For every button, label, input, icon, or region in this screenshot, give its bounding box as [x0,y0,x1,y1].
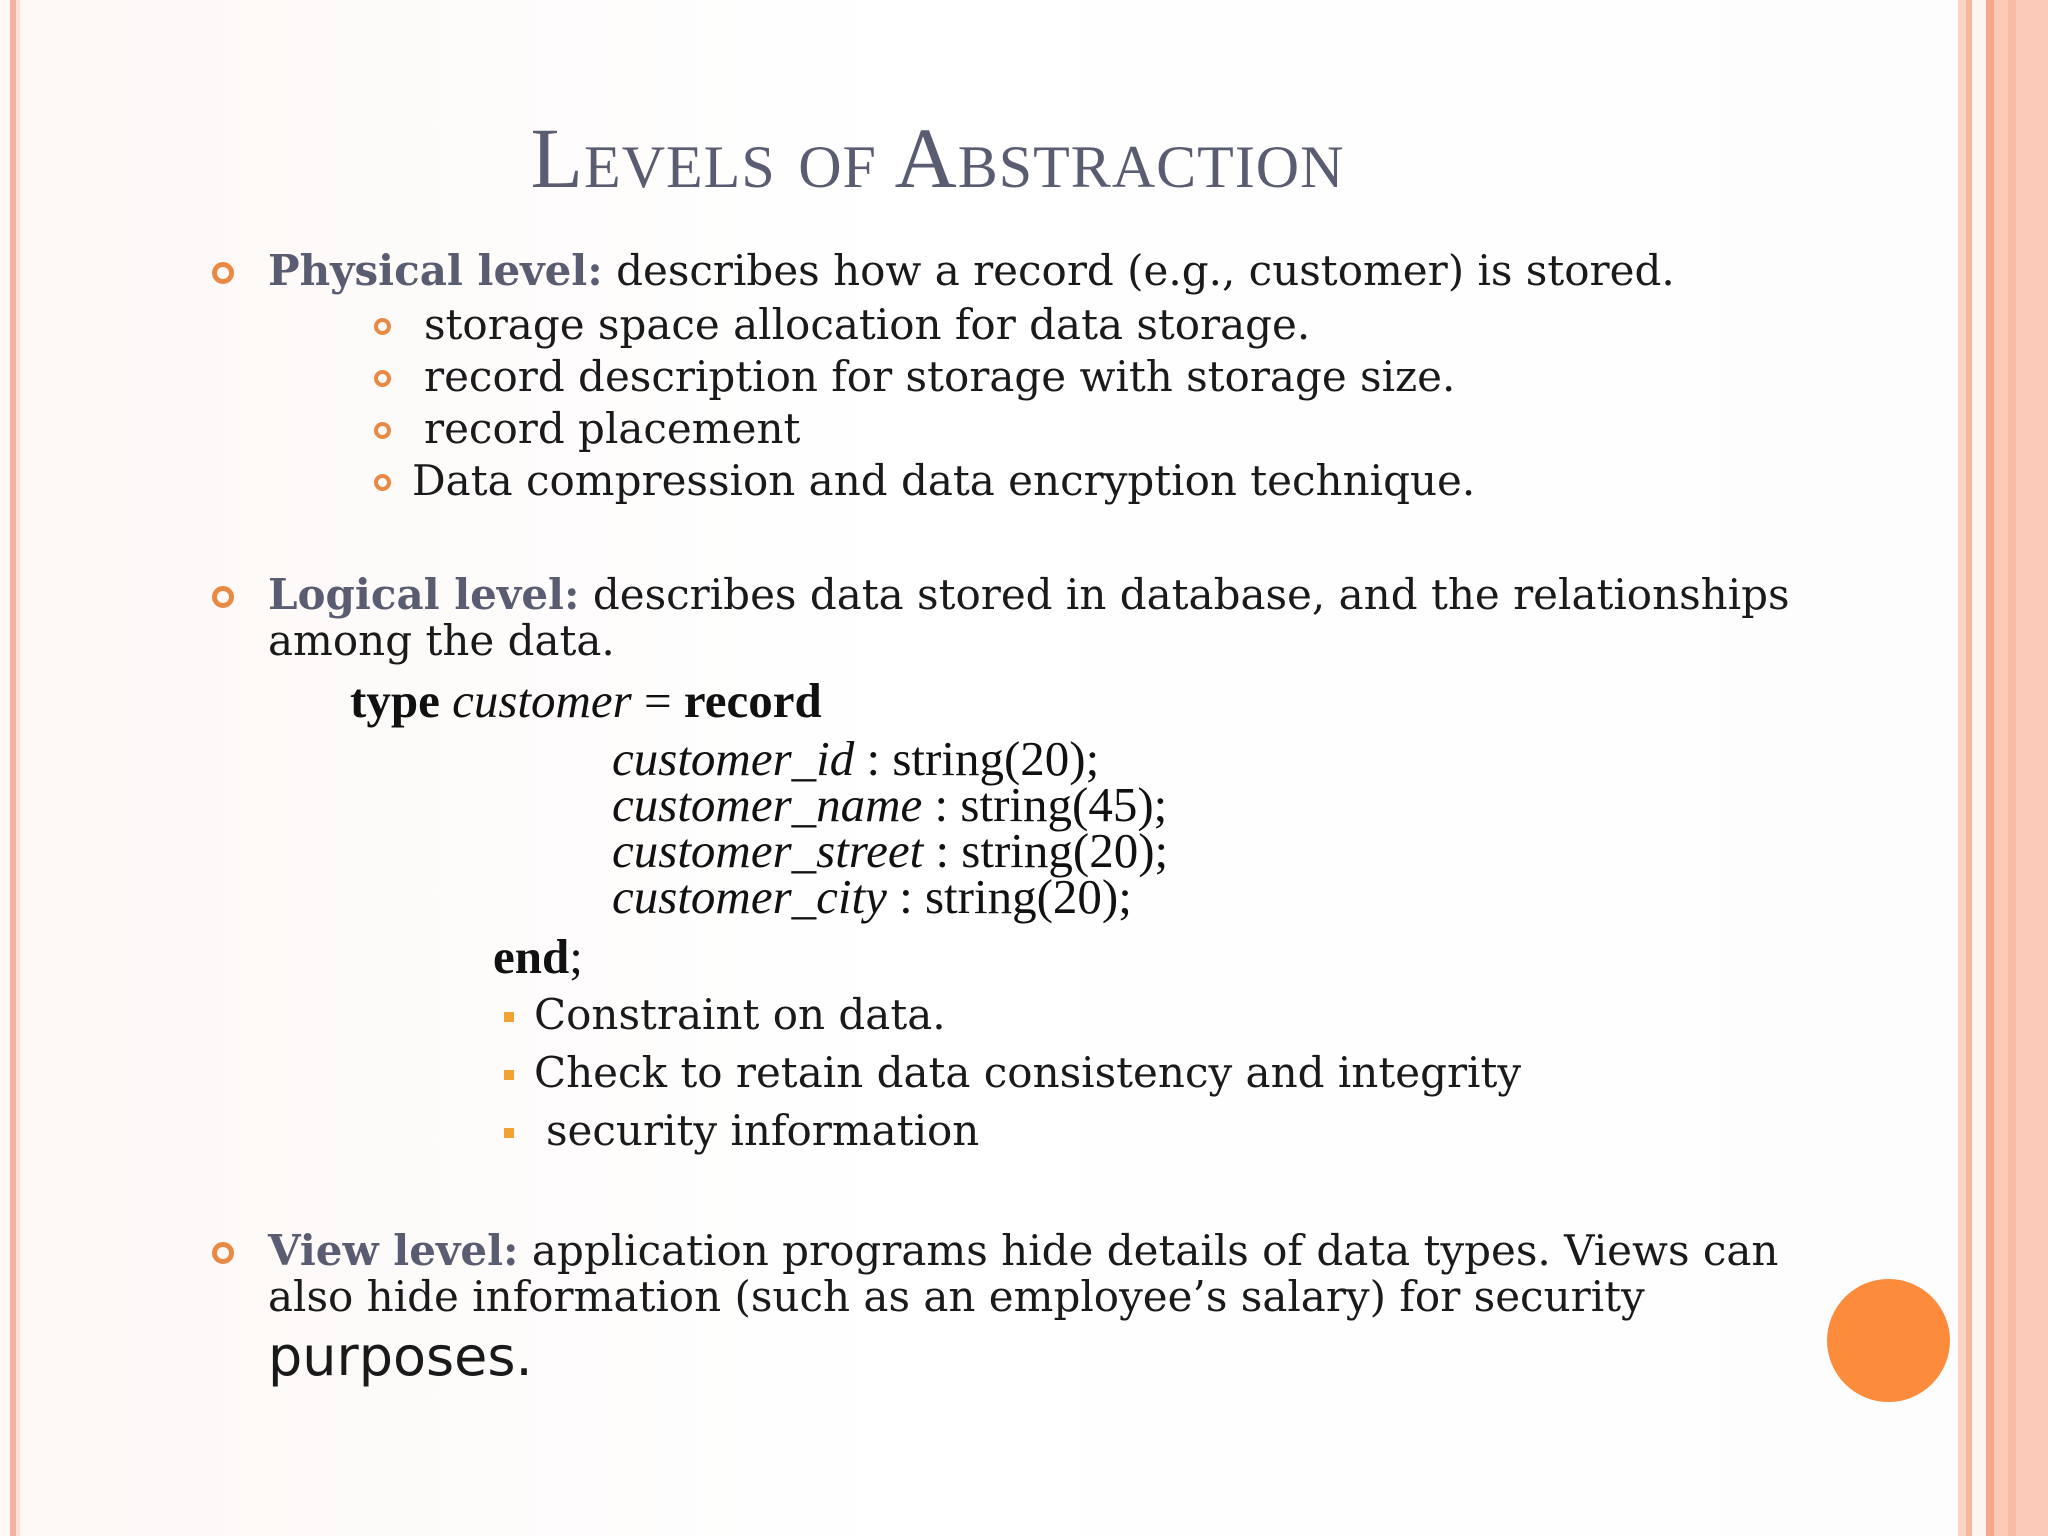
type-declaration [350,673,822,728]
record-keyword: record [683,673,822,728]
logical-level-text: describes data stored in database, and the relationships [579,570,1790,619]
view-level-text-final: purposes. [268,1325,533,1388]
square-bullet-icon [504,1128,514,1138]
field-type: : string(20); [923,823,1169,878]
field-type: : string(20); [854,731,1100,786]
ring-bullet-icon [374,474,391,491]
equals-sign: = [631,673,684,728]
end-punct: ; [569,929,583,984]
physical-item: storage space allocation for data storage. [424,300,1311,349]
view-level-text: application programs hide details of data types. Views can [518,1226,1779,1275]
logical-level-label: Logical level: [268,570,580,619]
field-type: : string(45); [922,777,1168,832]
ring-bullet-icon [374,422,391,439]
field-name: customer_city [612,869,887,924]
field-name: customer_street [612,823,924,878]
logical-item: Check to retain data consistency and integrity [534,1048,1522,1097]
field-declaration [612,731,1100,786]
end-keyword: end [493,929,570,984]
logical-level-paragraph [268,572,1790,618]
left-border-stripe-light [16,0,20,1536]
field-type: : string(20); [886,869,1132,924]
ring-bullet-icon [212,586,234,608]
field-name: customer_name [612,777,923,832]
physical-item: record description for storage with storage size. [424,352,1456,401]
physical-level-label: Physical level: [268,246,603,295]
square-bullet-icon [504,1012,514,1022]
right-border-stripe [1958,0,1966,1536]
ring-bullet-icon [374,318,391,335]
square-bullet-icon [504,1070,514,1080]
field-name: customer_id [612,731,855,786]
physical-level-text: describes how a record (e.g., customer) is stored. [602,246,1675,295]
view-level-text-continued: also hide information (such as an employee’s salary) for security [268,1272,1645,1321]
view-level-paragraph [268,1228,1778,1274]
ring-bullet-icon [374,370,391,387]
logical-level-text-continued: among the data. [268,616,615,665]
end-declaration [493,929,583,984]
logical-item: Constraint on data. [534,990,946,1039]
type-name: customer [452,673,632,728]
right-border-stripe [1986,0,1994,1536]
physical-item: record placement [424,404,801,453]
right-border-stripe [2008,0,2016,1536]
field-declaration [612,823,1169,878]
field-declaration [612,777,1168,832]
decorative-orange-circle [1827,1279,1950,1402]
right-border-stripe [1972,0,1986,1536]
ring-bullet-icon [212,262,234,284]
field-declaration [612,869,1132,924]
ring-bullet-icon [212,1242,234,1264]
slide-title: Levels of Abstraction [530,110,1345,206]
physical-level-paragraph [268,248,1675,294]
right-border-stripe [1994,0,2048,1536]
view-level-label: View level: [268,1226,519,1275]
physical-item: Data compression and data encryption technique. [412,456,1476,505]
type-keyword: type [350,673,440,728]
logical-item: security information [546,1106,980,1155]
